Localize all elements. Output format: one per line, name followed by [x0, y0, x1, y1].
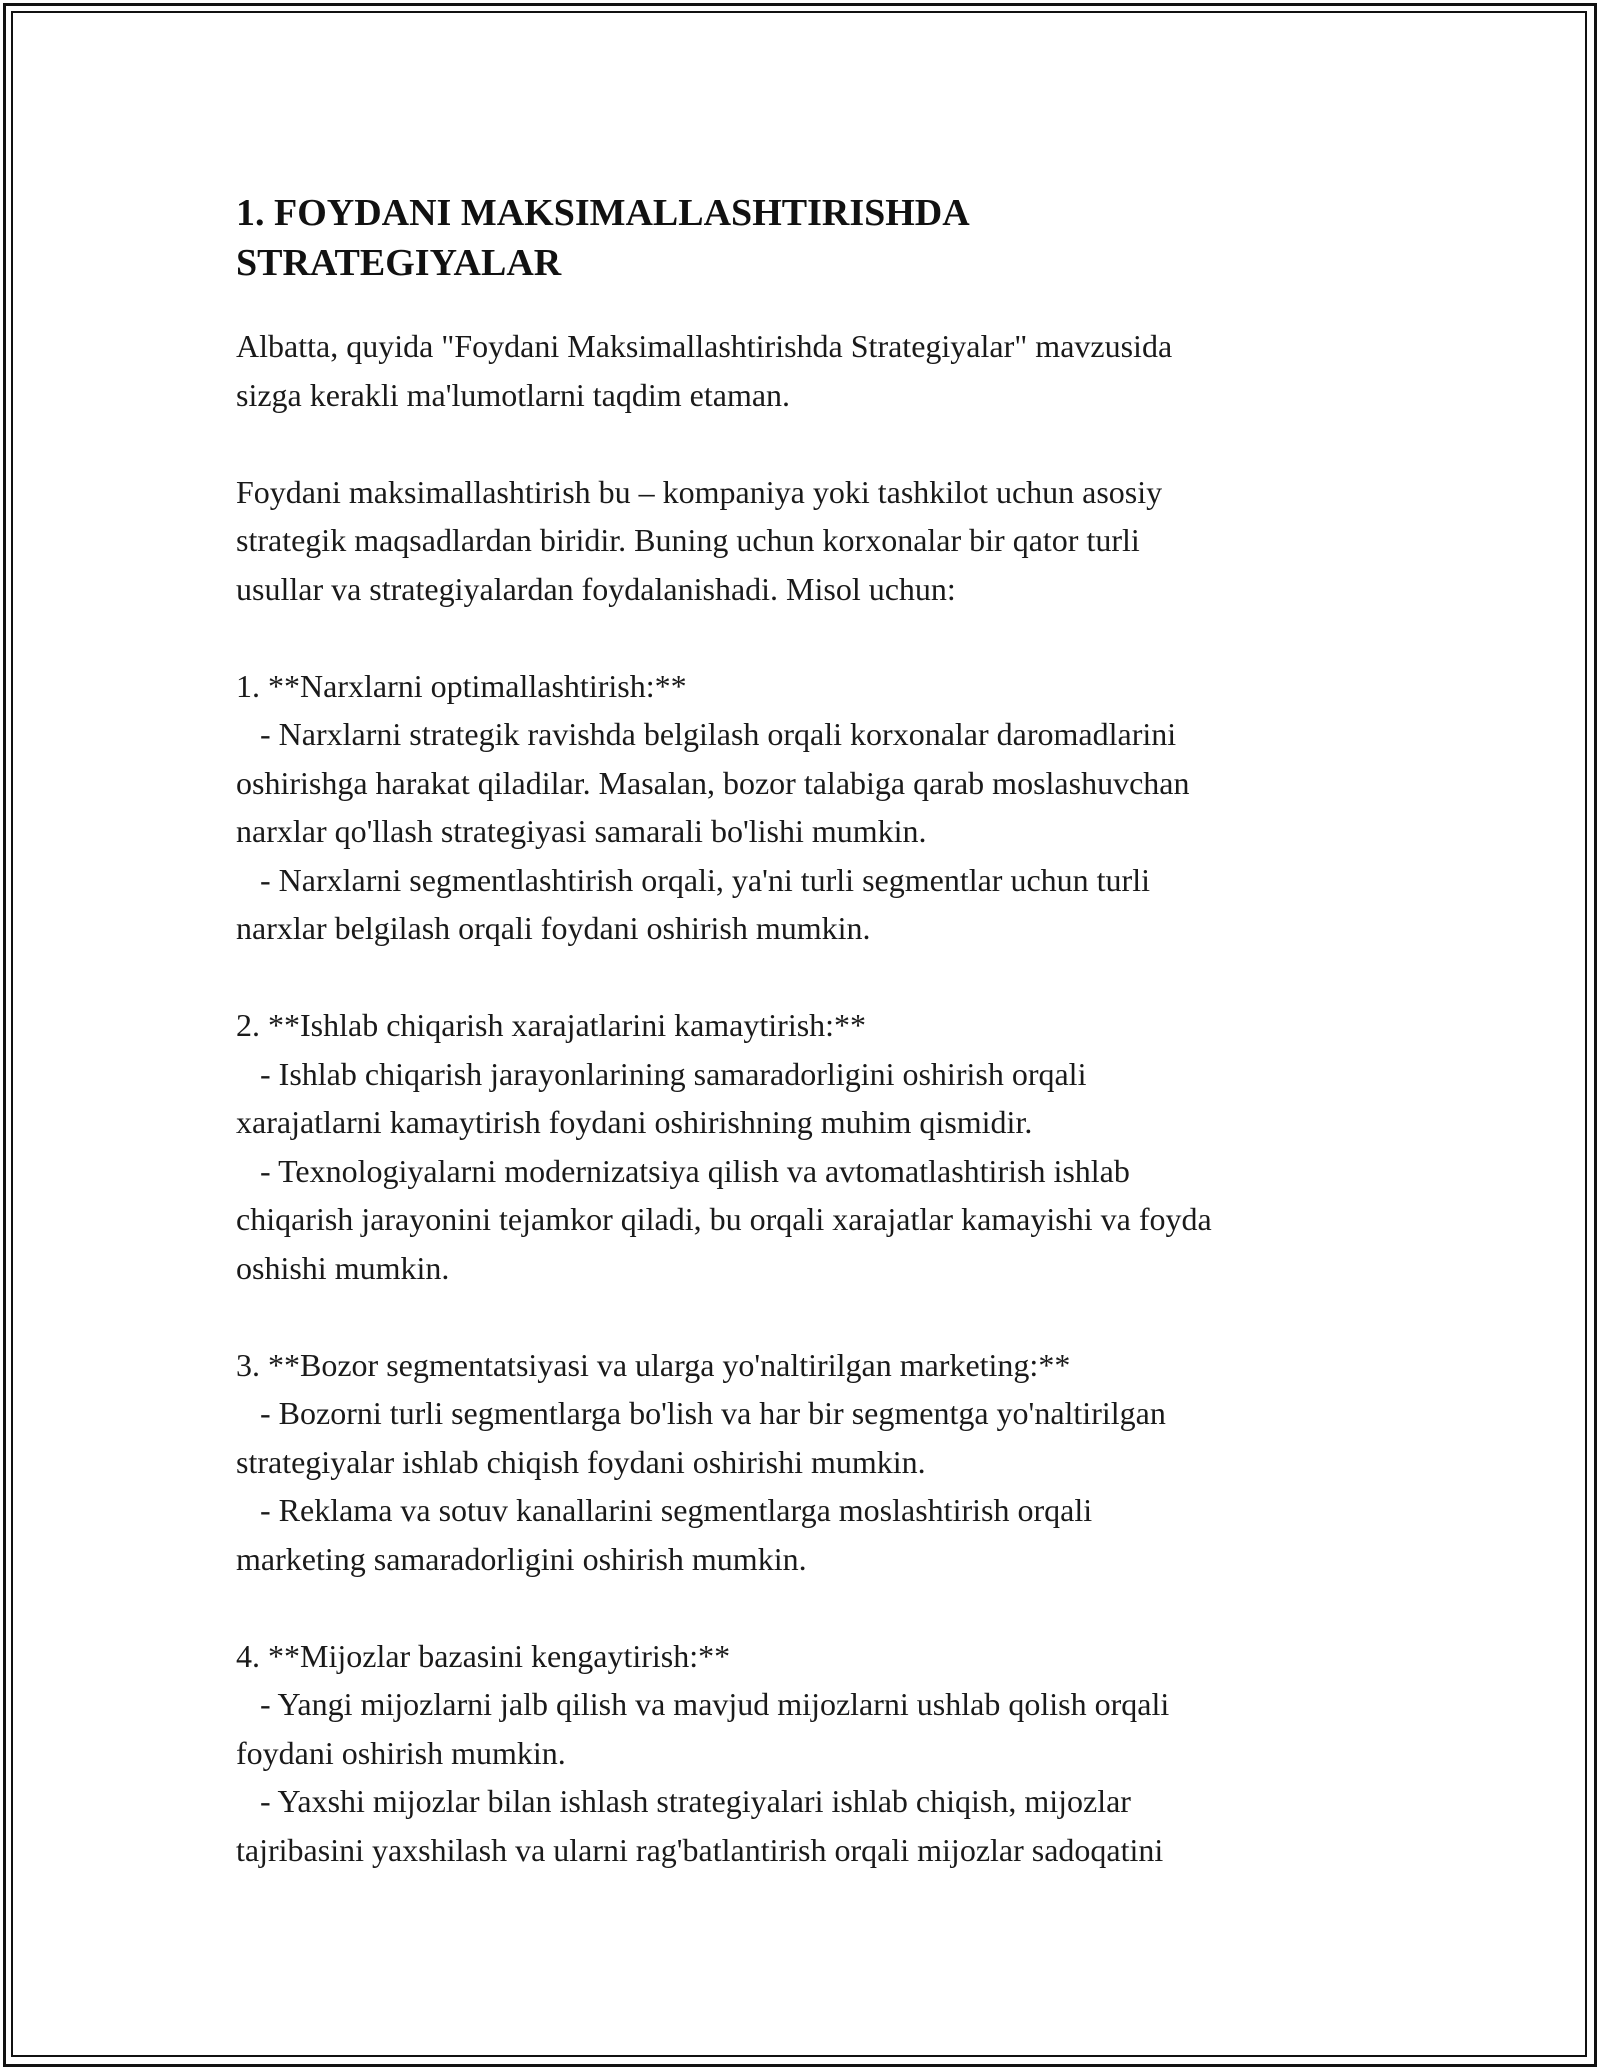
text-line: - Yaxshi mijozlar bilan ishlash strategiyalari ishlab chiqish, mijozlar: [236, 1783, 1131, 1819]
text-line: strategik maqsadlardan biridir. Buning uchun korxonalar bir qator turli: [236, 522, 1140, 558]
text-line: oshirishga harakat qiladilar. Masalan, bozor talabiga qarab moslashuvchan: [236, 764, 1190, 801]
text-line: narxlar belgilash orqali foydani oshirish mumkin.: [236, 910, 871, 946]
text-line: foydani oshirish mumkin.: [236, 1734, 566, 1771]
list-item-costs: [236, 1001, 1376, 1292]
text-line: - Ishlab chiqarish jarayonlarining samaradorligini oshirish orqali: [236, 1055, 1087, 1092]
paragraph-gap: [236, 1583, 1376, 1632]
text-line: strategiyalar ishlab chiqish foydani oshirishi mumkin.: [236, 1443, 926, 1480]
intro-paragraph: [236, 322, 1376, 419]
list-item-pricing: [236, 662, 1376, 953]
text-line: - Reklama va sotuv kanallarini segmentlarga moslashtirish orqali: [236, 1492, 1093, 1528]
text-line: - Bozorni turli segmentlarga bo'lish va har bir segmentga yo'naltirilgan: [236, 1395, 1166, 1431]
list-item-segmentation: [236, 1341, 1376, 1584]
paragraph-gap: [236, 419, 1376, 468]
text-line: marketing samaradorligini oshirish mumkin.: [236, 1540, 807, 1577]
paragraph-gap: [236, 953, 1376, 1002]
text-line: - Yangi mijozlarni jalb qilish va mavjud mijozlarni ushlab qolish orqali: [236, 1686, 1170, 1722]
list-item-customers: [236, 1632, 1376, 1875]
text-line: - Texnologiyalarni modernizatsiya qilish va avtomatlashtirish ishlab: [236, 1152, 1130, 1189]
list-item-title: 2. **Ishlab chiqarish xarajatlarini kamaytirish:**: [236, 1007, 867, 1043]
text-line: Foydani maksimallashtirish bu – kompaniya yoki tashkilot uchun asosiy: [236, 473, 1163, 510]
overview-paragraph: [236, 468, 1376, 614]
section-heading: [236, 188, 1376, 288]
list-item-title: 1. **Narxlarni optimallashtirish:**: [236, 667, 687, 704]
paragraph-gap: [236, 613, 1376, 662]
text-line: usullar va strategiyalardan foydalanishadi. Misol uchun:: [236, 570, 956, 607]
text-line: - Narxlarni segmentlashtirish orqali, ya'ni turli segmentlar uchun turli: [236, 861, 1150, 898]
list-item-title: 4. **Mijozlar bazasini kengaytirish:**: [236, 1637, 731, 1674]
text-line: chiqarish jarayonini tejamkor qiladi, bu orqali xarajatlar kamayishi va foyda: [236, 1201, 1212, 1237]
text-line: - Narxlarni strategik ravishda belgilash orqali korxonalar daromadlarini: [236, 716, 1177, 752]
heading-line: STRATEGIYALAR: [236, 242, 562, 284]
paragraph-gap: [236, 1292, 1376, 1341]
text-line: oshishi mumkin.: [236, 1249, 450, 1286]
text-line: tajribasini yaxshilash va ularni rag'batlantirish orqali mijozlar sadoqatini: [236, 1831, 1164, 1868]
text-line: narxlar qo'llash strategiyasi samarali bo'lishi mumkin.: [236, 813, 927, 849]
text-line: Albatta, quyida "Foydani Maksimallashtirishda Strategiyalar" mavzusida: [236, 328, 1173, 364]
list-item-title: 3. **Bozor segmentatsiyasi va ularga yo'naltirilgan marketing:**: [236, 1346, 1071, 1383]
text-line: sizga kerakli ma'lumotlarni taqdim etaman.: [236, 376, 791, 413]
heading-line: 1. FOYDANI MAKSIMALLASHTIRISHDA: [236, 192, 970, 234]
text-line: xarajatlarni kamaytirish foydani oshirishning muhim qismidir.: [236, 1104, 1033, 1140]
document-body: [236, 188, 1376, 1874]
